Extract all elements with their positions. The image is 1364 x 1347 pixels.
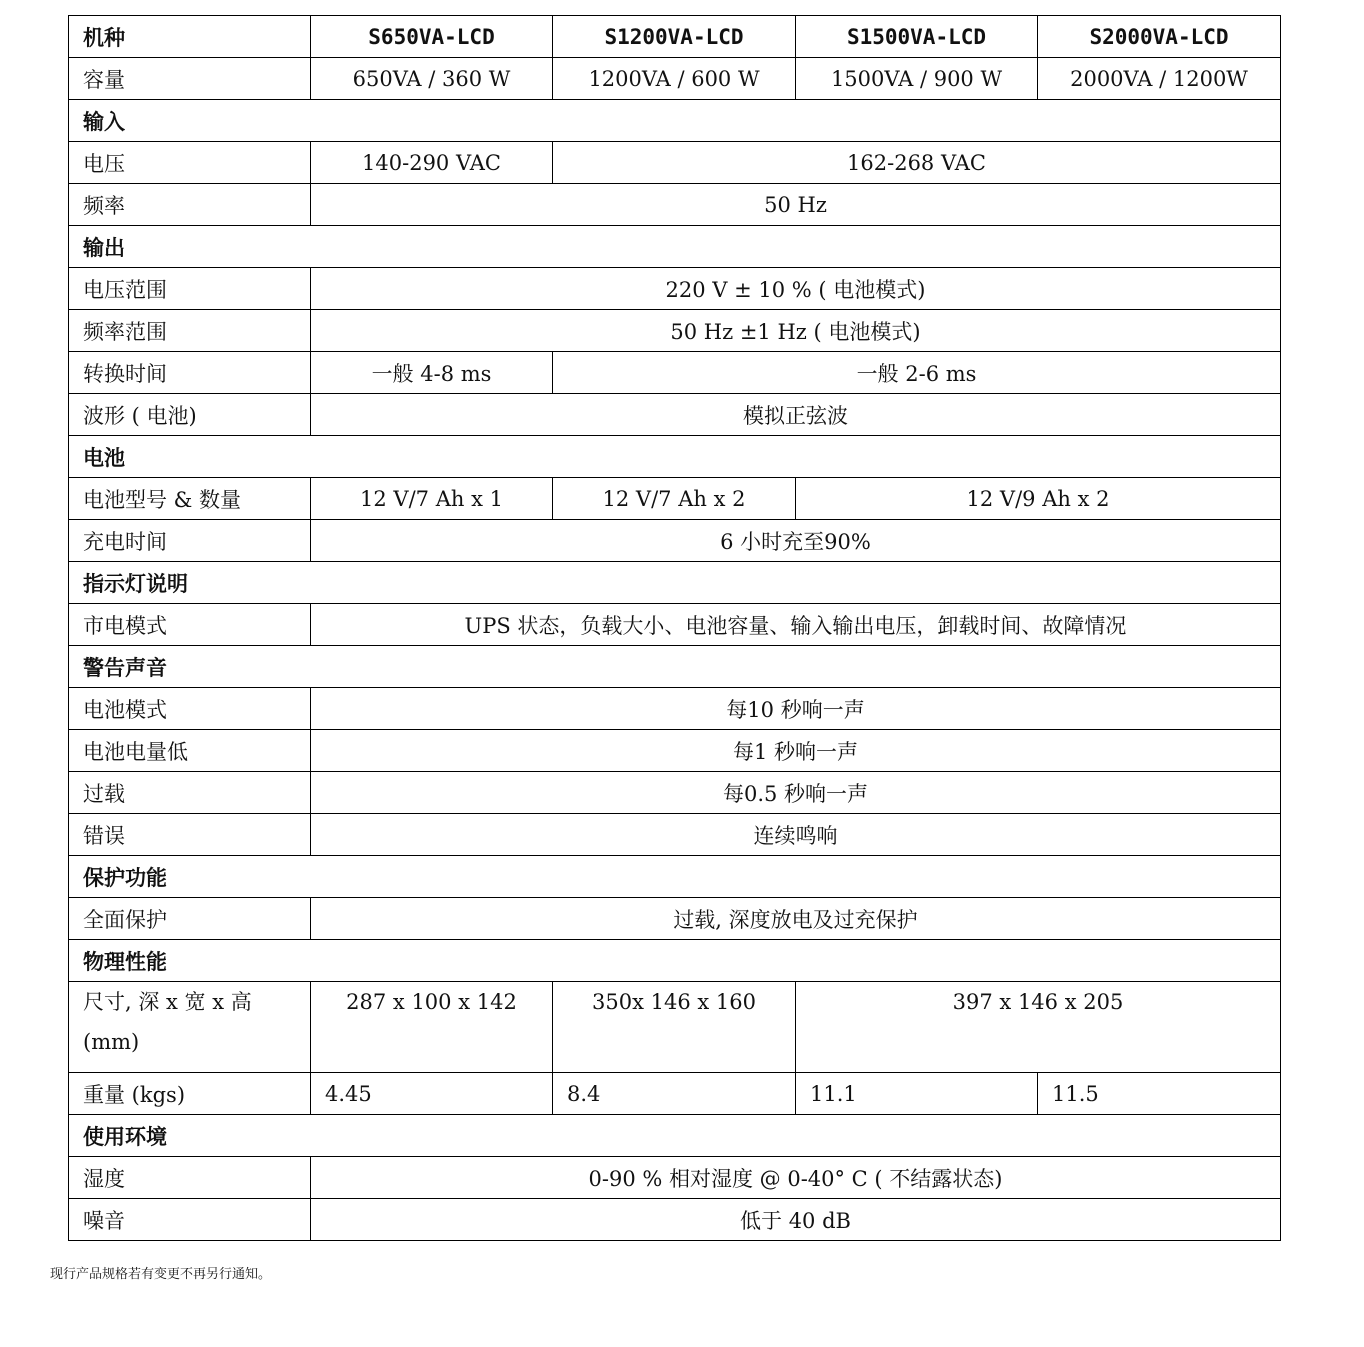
row-label: 波形 ( 电池) xyxy=(69,394,311,436)
battery-type-s1200: 12 V/7 Ah x 2 xyxy=(553,478,796,520)
input-voltage-others: 162-268 VAC xyxy=(553,142,1281,184)
section-row xyxy=(69,940,1281,982)
section-title-battery: 电池 xyxy=(69,436,1281,478)
charge-time-row xyxy=(69,520,1281,562)
row-label: 电池模式 xyxy=(69,688,311,730)
section-title-protection: 保护功能 xyxy=(69,856,1281,898)
spec-table xyxy=(68,15,1281,1241)
section-title-physical: 物理性能 xyxy=(69,940,1281,982)
header-label: 机种 xyxy=(69,16,311,58)
footnote: 现行产品规格若有变更不再另行通知。 xyxy=(50,1267,272,1282)
row-label: 全面保护 xyxy=(69,898,311,940)
capacity-s2000: 2000VA / 1200W xyxy=(1038,58,1281,100)
section-row xyxy=(69,226,1281,268)
header-row xyxy=(69,16,1281,58)
input-voltage-row xyxy=(69,142,1281,184)
model-s1200: S1200VA-LCD xyxy=(553,16,796,58)
model-s650: S650VA-LCD xyxy=(311,16,553,58)
section-row xyxy=(69,1115,1281,1157)
alarm-row xyxy=(69,688,1281,730)
noise-value: 低于 40 dB xyxy=(311,1199,1281,1241)
battery-type-others: 12 V/9 Ah x 2 xyxy=(796,478,1281,520)
row-label: 容量 xyxy=(69,58,311,100)
battery-type-row xyxy=(69,478,1281,520)
model-s1500: S1500VA-LCD xyxy=(796,16,1038,58)
dimension-others: 397 x 146 x 205 xyxy=(796,982,1281,1073)
section-row xyxy=(69,436,1281,478)
output-voltage-range-row xyxy=(69,268,1281,310)
mains-mode-row xyxy=(69,604,1281,646)
row-label: 电压范围 xyxy=(69,268,311,310)
weight-row xyxy=(69,1073,1281,1115)
alarm-value: 每10 秒响一声 xyxy=(311,688,1281,730)
alarm-value: 每1 秒响一声 xyxy=(311,730,1281,772)
output-voltage-range-value: 220 V ± 10 % ( 电池模式) xyxy=(311,268,1281,310)
weight-s1200: 8.4 xyxy=(553,1073,796,1115)
humidity-row xyxy=(69,1157,1281,1199)
row-label: 频率范围 xyxy=(69,310,311,352)
row-label: 过载 xyxy=(69,772,311,814)
charge-time-value: 6 小时充至90% xyxy=(311,520,1281,562)
capacity-s1200: 1200VA / 600 W xyxy=(553,58,796,100)
capacity-s1500: 1500VA / 900 W xyxy=(796,58,1038,100)
section-title-indicator: 指示灯说明 xyxy=(69,562,1281,604)
dimension-row xyxy=(69,982,1281,1073)
row-label: 湿度 xyxy=(69,1157,311,1199)
alarm-row xyxy=(69,730,1281,772)
row-label: 充电时间 xyxy=(69,520,311,562)
row-label: 重量 (kgs) xyxy=(69,1073,311,1115)
noise-row xyxy=(69,1199,1281,1241)
full-protection-row xyxy=(69,898,1281,940)
section-row xyxy=(69,562,1281,604)
mains-mode-value: UPS 状态，负载大小、电池容量、输入输出电压，卸载时间、故障情况 xyxy=(311,604,1281,646)
section-title-environment: 使用环境 xyxy=(69,1115,1281,1157)
capacity-s650: 650VA / 360 W xyxy=(311,58,553,100)
input-voltage-s650: 140-290 VAC xyxy=(311,142,553,184)
humidity-value: 0-90 % 相对湿度 @ 0-40° C ( 不结露状态) xyxy=(311,1157,1281,1199)
row-label: 电池型号 & 数量 xyxy=(69,478,311,520)
section-title-alarm: 警告声音 xyxy=(69,646,1281,688)
capacity-row xyxy=(69,58,1281,100)
row-label: 转换时间 xyxy=(69,352,311,394)
row-label: 频率 xyxy=(69,184,311,226)
row-label: 电压 xyxy=(69,142,311,184)
weight-s2000: 11.5 xyxy=(1038,1073,1281,1115)
row-label: 尺寸, 深 x 宽 x 高 (mm) xyxy=(69,982,311,1073)
full-protection-value: 过载, 深度放电及过充保护 xyxy=(311,898,1281,940)
output-freq-range-value: 50 Hz ±1 Hz ( 电池模式) xyxy=(311,310,1281,352)
input-frequency-value: 50 Hz xyxy=(311,184,1281,226)
dimension-s650: 287 x 100 x 142 xyxy=(311,982,553,1073)
weight-s650: 4.45 xyxy=(311,1073,553,1115)
alarm-value: 每0.5 秒响一声 xyxy=(311,772,1281,814)
transfer-time-others: 一般 2-6 ms xyxy=(553,352,1281,394)
battery-type-s650: 12 V/7 Ah x 1 xyxy=(311,478,553,520)
section-row xyxy=(69,646,1281,688)
alarm-value: 连续鸣响 xyxy=(311,814,1281,856)
row-label: 市电模式 xyxy=(69,604,311,646)
transfer-time-row xyxy=(69,352,1281,394)
section-row xyxy=(69,856,1281,898)
section-row xyxy=(69,100,1281,142)
alarm-row xyxy=(69,772,1281,814)
row-label: 噪音 xyxy=(69,1199,311,1241)
waveform-row xyxy=(69,394,1281,436)
weight-s1500: 11.1 xyxy=(796,1073,1038,1115)
waveform-value: 模拟正弦波 xyxy=(311,394,1281,436)
section-title-input: 输入 xyxy=(69,100,1281,142)
transfer-time-s650: 一般 4-8 ms xyxy=(311,352,553,394)
section-title-output: 输出 xyxy=(69,226,1281,268)
output-freq-range-row xyxy=(69,310,1281,352)
row-label: 电池电量低 xyxy=(69,730,311,772)
input-frequency-row xyxy=(69,184,1281,226)
row-label: 错误 xyxy=(69,814,311,856)
model-s2000: S2000VA-LCD xyxy=(1038,16,1281,58)
alarm-row xyxy=(69,814,1281,856)
dimension-s1200: 350x 146 x 160 xyxy=(553,982,796,1073)
